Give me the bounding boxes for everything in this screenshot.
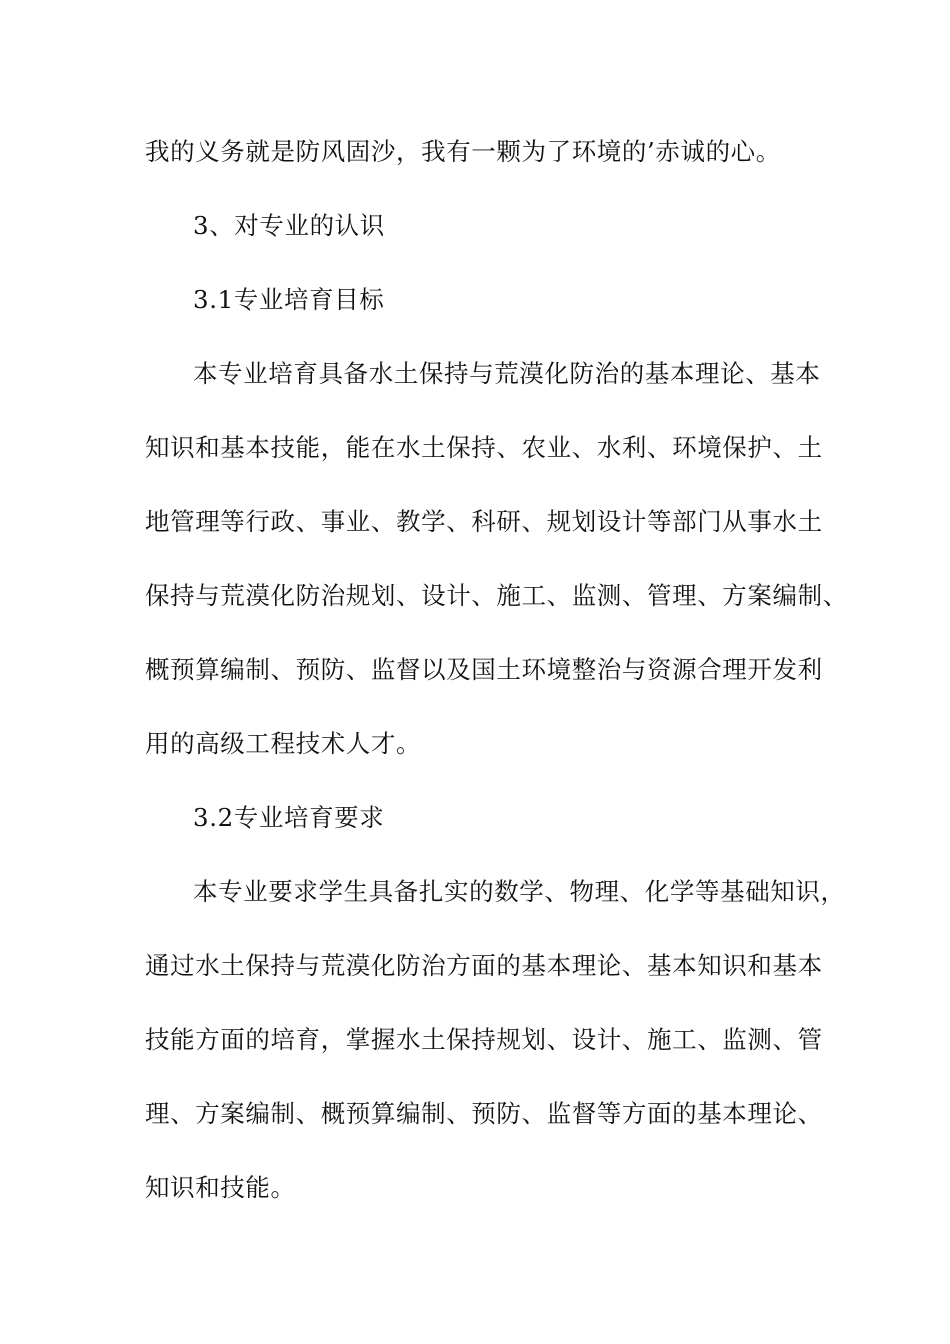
text-line: 通过水土保持与荒漠化防治方面的基本理论、基本知识和基本: [145, 951, 823, 980]
text-line: 知识和基本技能，能在水土保持、农业、水利、环境保护、土: [145, 433, 823, 462]
section-heading: 3、对专业的认识: [193, 211, 385, 240]
text-line: 概预算编制、预防、监督以及国土环境整治与资源合理开发利: [145, 655, 823, 684]
text-line: 保持与荒漠化防治规划、设计、施工、监测、管理、方案编制、: [145, 581, 848, 610]
text-line: 理、方案编制、概预算编制、预防、监督等方面的基本理论、: [145, 1099, 823, 1128]
text-line: 我的义务就是防风固沙，我有一颗为了环境的’赤诚的心。: [145, 137, 781, 166]
text-line: 地管理等行政、事业、教学、科研、规划设计等部门从事水土: [145, 507, 823, 536]
text-line: 知识和技能。: [145, 1173, 296, 1202]
subsection-heading: 3.2专业培育要求: [193, 803, 385, 832]
text-line: 技能方面的培育，掌握水土保持规划、设计、施工、监测、管: [145, 1025, 823, 1054]
text-line: 本专业要求学生具备扎实的数学、物理、化学等基础知识，: [193, 877, 846, 906]
text-line: 本专业培育具备水土保持与荒漠化防治的基本理论、基本: [193, 359, 821, 388]
text-line: 用的高级工程技术人才。: [145, 729, 422, 758]
subsection-heading: 3.1专业培育目标: [193, 285, 385, 314]
